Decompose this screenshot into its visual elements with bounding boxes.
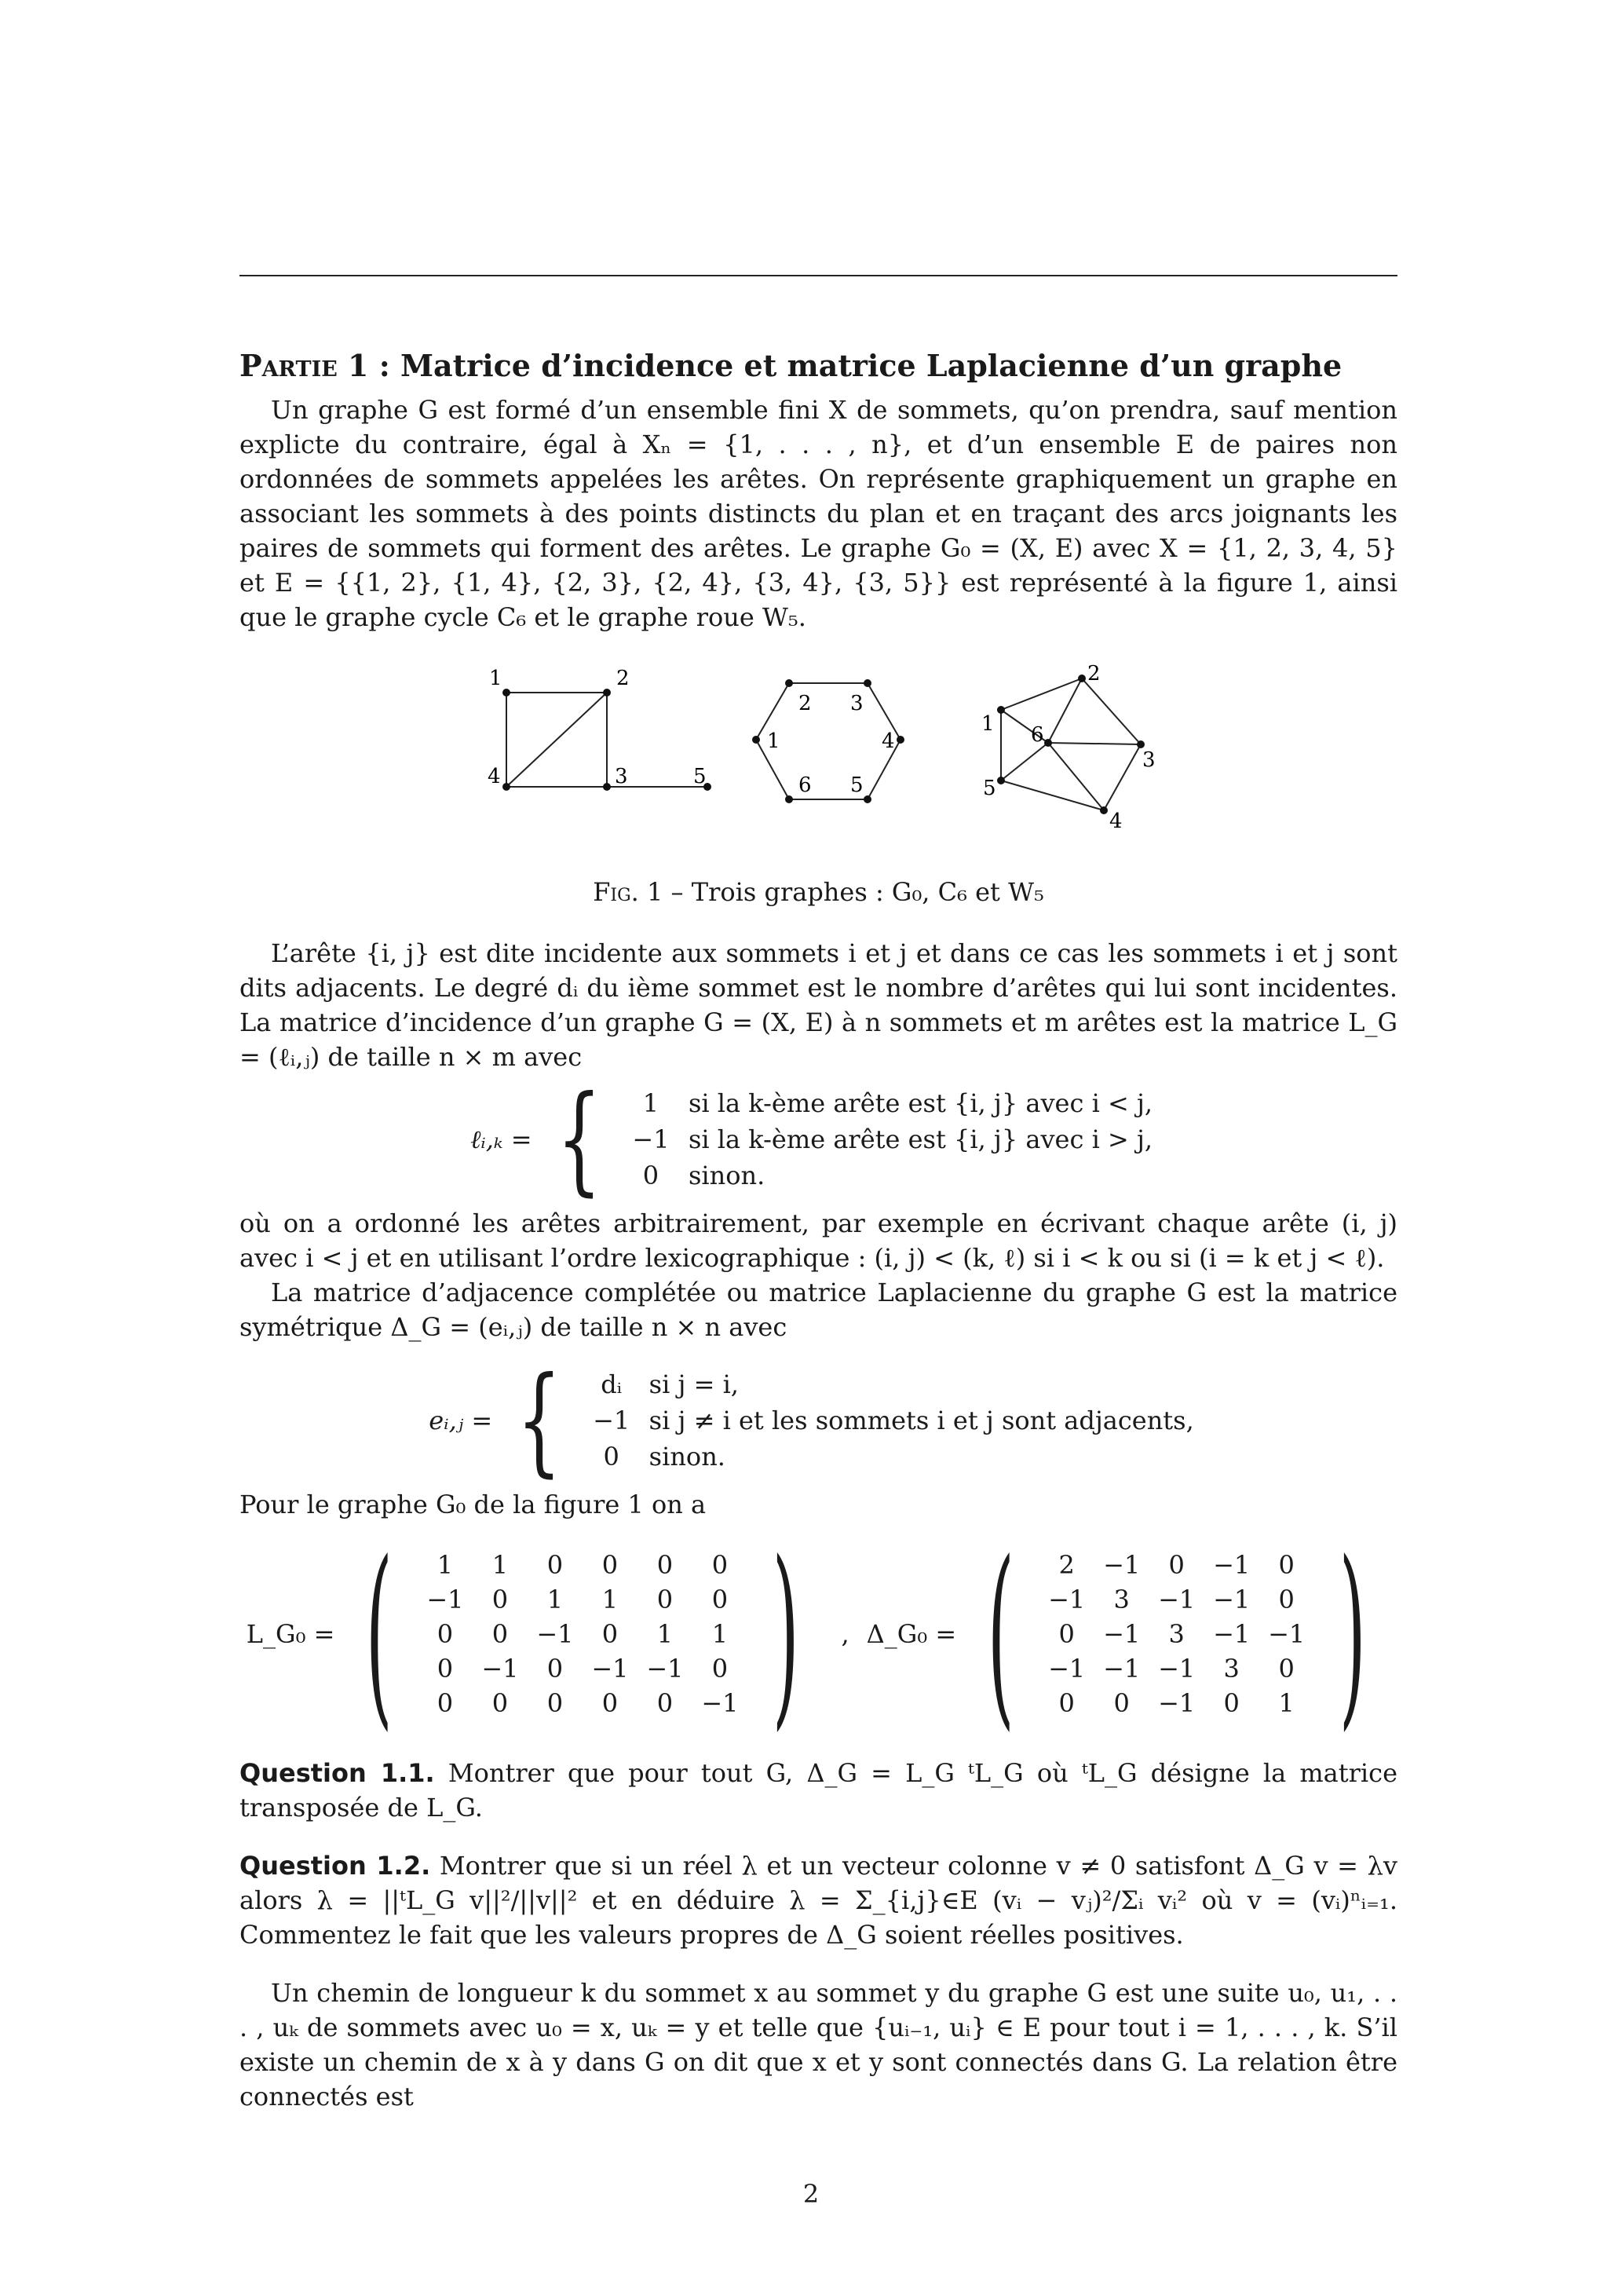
section-title xyxy=(239,345,1397,386)
matrix-cell: −1 xyxy=(701,1688,739,1718)
matrix-cell: 0 xyxy=(491,1619,509,1649)
intro-paragraph: Un graphe G est formé d’un ensemble fini X de sommets, qu’on prendra, sauf mention explicte du contraire, égal à Xₙ = {1, . . . , n}, et d’un ensemble E de paires non ordonnées de sommets appelées les arêtes. On représente graphiquement un graphe en associant les sommets à des points distincts du plan et en traçant des arcs joignants les paires de sommets qui forment des arêtes. Le graphe G₀ = (X, E) avec X = {1, 2, 3, 4, 5} et E = {{1, 2}, {1, 4}, {2, 3}, {2, 4}, {3, 4}, {3, 5}} est représenté à la figure 1, ainsi que le graphe cycle C₆ et le graphe roue W₅. xyxy=(239,395,1397,632)
g0-vertex-4 xyxy=(502,783,510,791)
matrix-cell: 0 xyxy=(1168,1550,1185,1580)
c6-label-5: 5 xyxy=(850,773,864,797)
matrix-L-table xyxy=(418,1548,747,1720)
g0-label-1: 1 xyxy=(489,667,502,690)
matrix-cell: 0 xyxy=(656,1585,674,1614)
w5-vertex-1 xyxy=(997,706,1005,714)
matrix-cell: −1 xyxy=(591,1654,629,1684)
left-paren: ( xyxy=(366,1519,393,1748)
c6-vertex-3 xyxy=(864,679,871,687)
matrix-cell: −1 xyxy=(1213,1619,1251,1649)
matrix-cell: 0 xyxy=(1058,1688,1075,1718)
left-brace: { xyxy=(556,1071,601,1208)
matrix-row xyxy=(1039,1651,1314,1686)
matrix-cell: 0 xyxy=(1278,1550,1295,1580)
matrix-row xyxy=(418,1651,747,1686)
matrix-cell: 0 xyxy=(1113,1688,1130,1718)
matrix-row xyxy=(418,1582,747,1617)
matrix-cell: 3 xyxy=(1223,1654,1240,1684)
matrix-cell: 0 xyxy=(656,1688,674,1718)
incidence-cases xyxy=(627,1085,1167,1194)
matrix-row xyxy=(1039,1548,1314,1582)
caption-fig-number: Fig. 1 xyxy=(593,877,663,907)
laplacian-paragraph: La matrice d’adjacence complétée ou matrice Laplacienne du graphe G est la matrice symétrique Δ_G = (eᵢ,ⱼ) de taille n × n avec xyxy=(239,1278,1397,1342)
matrix-row xyxy=(418,1686,747,1720)
matrix-cell: 0 xyxy=(437,1688,454,1718)
c6-vertex-2 xyxy=(785,679,793,687)
case-condition: sinon. xyxy=(648,1442,725,1472)
section-heading: Matrice d’incidence et matrice Laplacienne d’un graphe xyxy=(400,348,1343,383)
matrix-row xyxy=(418,1617,747,1651)
matrix-cell: 0 xyxy=(1278,1585,1295,1614)
matrix-cell: 0 xyxy=(1278,1654,1295,1684)
laplacian-lhs: eᵢ,ⱼ = xyxy=(429,1406,493,1435)
c6-label-2: 2 xyxy=(798,692,812,715)
matrix-cell: 0 xyxy=(437,1619,454,1649)
matrix-cell: −1 xyxy=(1213,1585,1251,1614)
question-text: Montrer que si un réel λ et un vecteur colonne v ≠ 0 satisfont Δ_G v = λv alors λ = ||ᵗL_G v||²/||v||² et en déduire λ = Σ_{i,j}∈E (vᵢ − vⱼ)²/Σᵢ vᵢ² où v = (vᵢ)ⁿᵢ₌₁. Commentez le fait que les valeurs propres de Δ_G soient réelles positives. xyxy=(239,1851,1398,1950)
matrix-cell: 0 xyxy=(491,1688,509,1718)
incidence-definition xyxy=(239,1071,1397,1208)
matrix-cell: −1 xyxy=(1103,1654,1141,1684)
figure-graphs xyxy=(239,661,1397,857)
g0-label-4: 4 xyxy=(488,765,501,788)
left-brace: { xyxy=(517,1352,562,1489)
matrix-cell: 1 xyxy=(491,1550,509,1580)
graph-w5 xyxy=(1001,678,1141,810)
matrix-cell: 1 xyxy=(656,1619,674,1649)
matrix-cell: 1 xyxy=(601,1585,619,1614)
figure-caption xyxy=(239,875,1397,909)
example-matrices xyxy=(239,1519,1397,1748)
case-value: 1 xyxy=(642,1088,659,1118)
case-row xyxy=(627,1085,1167,1121)
graphs-drawing xyxy=(239,661,1397,857)
matrix-cell: 0 xyxy=(601,1688,619,1718)
matrix-separator: , xyxy=(841,1619,849,1649)
incidence-lhs: ℓᵢ,ₖ = xyxy=(469,1124,532,1154)
graph-g0 xyxy=(506,693,707,787)
w5-vertex-3 xyxy=(1137,740,1145,748)
w5-label-1: 1 xyxy=(981,712,995,736)
matrix-cell: 0 xyxy=(601,1619,619,1649)
matrix-cell: −1 xyxy=(1158,1654,1196,1684)
w5-vertex-4 xyxy=(1100,806,1108,814)
c6-label-3: 3 xyxy=(850,692,864,715)
g0-vertex-3 xyxy=(603,783,611,791)
ordering-paragraph: où on a ordonné les arêtes arbitrairement, par exemple en écrivant chaque arête (i, j) avec i < j et en utilisant l’ordre lexicographique : (i, j) < (k, ℓ) si i < k ou si (i = k et j < ℓ). xyxy=(239,1208,1397,1273)
matrix-cell: −1 xyxy=(1048,1654,1086,1684)
w5-vertex-5 xyxy=(997,777,1005,784)
matrix-cell: 0 xyxy=(491,1585,509,1614)
c6-vertex-6 xyxy=(785,795,793,803)
w5-label-3: 3 xyxy=(1142,748,1156,772)
case-condition: si la k-ème arête est {i, j} avec i < j, xyxy=(688,1088,1153,1118)
matrix-cell: 0 xyxy=(1058,1619,1075,1649)
laplacian-cases xyxy=(588,1366,1208,1475)
g0-vertex-1 xyxy=(502,689,510,696)
c6-vertex-1 xyxy=(752,736,760,744)
matrix-delta xyxy=(866,1519,1391,1748)
w5-label-6: 6 xyxy=(1031,723,1044,747)
matrix-cell: −1 xyxy=(646,1654,684,1684)
question-1-1 xyxy=(239,1756,1397,1825)
g0-label-2: 2 xyxy=(616,667,630,690)
w5-vertex-6 xyxy=(1044,739,1052,747)
laplacian-definition xyxy=(239,1352,1397,1489)
matrix-cell: 0 xyxy=(601,1550,619,1580)
case-row xyxy=(627,1121,1167,1157)
matrix-cell: −1 xyxy=(1103,1619,1141,1649)
matrix-cell: −1 xyxy=(426,1585,464,1614)
case-row xyxy=(627,1157,1167,1194)
question-text: Montrer que pour tout G, Δ_G = L_G ᵗL_G où ᵗL_G désigne la matrice transposée de L_G. xyxy=(239,1758,1398,1823)
matrix-cell: 3 xyxy=(1113,1585,1130,1614)
matrix-cell: 0 xyxy=(437,1654,454,1684)
case-condition: si la k-ème arête est {i, j} avec i > j, xyxy=(688,1124,1153,1154)
matrix-cell: 0 xyxy=(546,1688,564,1718)
question-1-2 xyxy=(239,1848,1397,1952)
matrix-cell: 1 xyxy=(711,1619,729,1649)
matrix-cell: −1 xyxy=(1158,1688,1196,1718)
matrix-cell: −1 xyxy=(1048,1585,1086,1614)
g0-label-5: 5 xyxy=(693,765,707,788)
case-condition: sinon. xyxy=(688,1161,765,1190)
matrix-cell: 2 xyxy=(1058,1550,1075,1580)
matrix-cell: 0 xyxy=(711,1585,729,1614)
incidence-paragraph: L’arête {i, j} est dite incidente aux sommets i et j et dans ce cas les sommets i et j sont dits adjacents. Le degré dᵢ du ième sommet est le nombre d’arêtes qui lui sont incidentes. La matrice d’incidence d’un graphe G = (X, E) à n sommets et m arêtes est la matrice L_G = (ℓᵢ,ⱼ) de taille n × m avec xyxy=(239,938,1397,1072)
top-rule xyxy=(239,275,1397,276)
matrix-delta-table xyxy=(1039,1548,1314,1720)
case-row xyxy=(588,1366,1208,1402)
example-paragraph: Pour le graphe G₀ de la figure 1 on a xyxy=(239,1490,707,1519)
case-value: −1 xyxy=(593,1406,630,1435)
w5-label-5: 5 xyxy=(983,777,996,800)
section-prefix: Partie 1 : xyxy=(239,348,390,383)
w5-vertex-2 xyxy=(1078,675,1086,682)
matrix-row xyxy=(1039,1686,1314,1720)
case-value: dᵢ xyxy=(601,1369,623,1399)
matrix-L-name: L_G₀ = xyxy=(246,1619,335,1649)
question-label: Question 1.1. xyxy=(239,1758,435,1788)
right-paren: ) xyxy=(772,1519,799,1748)
caption-text: – Trois graphes : G₀, C₆ et W₅ xyxy=(663,877,1044,907)
matrix-cell: −1 xyxy=(536,1619,574,1649)
c6-vertex-5 xyxy=(864,795,871,803)
path-paragraph: Un chemin de longueur k du sommet x au sommet y du graphe G est une suite u₀, u₁, . . . , uₖ de sommets avec u₀ = x, uₖ = y et telle que {uᵢ₋₁, uᵢ} ∈ E pour tout i = 1, . . . , k. S’il existe un chemin de x à y dans G on dit que x et y sont connectés dans G. La relation être connectés est xyxy=(239,1978,1397,2111)
case-value: 0 xyxy=(603,1442,619,1472)
matrix-cell: −1 xyxy=(1158,1585,1196,1614)
left-paren: ( xyxy=(987,1519,1014,1748)
matrix-cell: −1 xyxy=(481,1654,519,1684)
matrix-cell: 0 xyxy=(1223,1688,1240,1718)
c6-label-4: 4 xyxy=(882,729,895,753)
matrix-cell: 0 xyxy=(711,1550,729,1580)
matrix-row xyxy=(1039,1617,1314,1651)
case-row xyxy=(588,1402,1208,1439)
case-condition: si j ≠ i et les sommets i et j sont adjacents, xyxy=(648,1406,1194,1435)
matrix-cell: 0 xyxy=(711,1654,729,1684)
matrix-cell: 1 xyxy=(1278,1688,1295,1718)
matrix-cell: −1 xyxy=(1213,1550,1251,1580)
c6-vertex-4 xyxy=(897,736,904,744)
matrix-cell: 0 xyxy=(546,1654,564,1684)
matrix-L xyxy=(246,1519,824,1748)
matrix-delta-name: Δ_G₀ = xyxy=(866,1619,957,1649)
w5-label-2: 2 xyxy=(1087,662,1101,686)
w5-label-4: 4 xyxy=(1109,810,1123,833)
matrix-cell: 1 xyxy=(546,1585,564,1614)
case-row xyxy=(588,1439,1208,1475)
page-number: 2 xyxy=(802,2179,820,2209)
case-condition: si j = i, xyxy=(648,1369,739,1399)
matrix-cell: −1 xyxy=(1268,1619,1306,1649)
right-paren: ) xyxy=(1339,1519,1366,1748)
matrix-cell: −1 xyxy=(1103,1550,1141,1580)
matrix-row xyxy=(1039,1582,1314,1617)
matrix-row xyxy=(418,1548,747,1582)
matrix-cell: 0 xyxy=(546,1550,564,1580)
c6-label-1: 1 xyxy=(767,729,780,753)
matrix-cell: 0 xyxy=(656,1550,674,1580)
case-value: −1 xyxy=(632,1124,670,1154)
page-content xyxy=(239,345,1397,2114)
g0-vertex-2 xyxy=(603,689,611,696)
question-label: Question 1.2. xyxy=(239,1851,431,1881)
case-value: 0 xyxy=(642,1161,659,1190)
c6-label-6: 6 xyxy=(798,773,812,797)
g0-label-3: 3 xyxy=(615,765,628,788)
matrix-cell: 3 xyxy=(1168,1619,1185,1649)
matrix-cell: 1 xyxy=(437,1550,454,1580)
